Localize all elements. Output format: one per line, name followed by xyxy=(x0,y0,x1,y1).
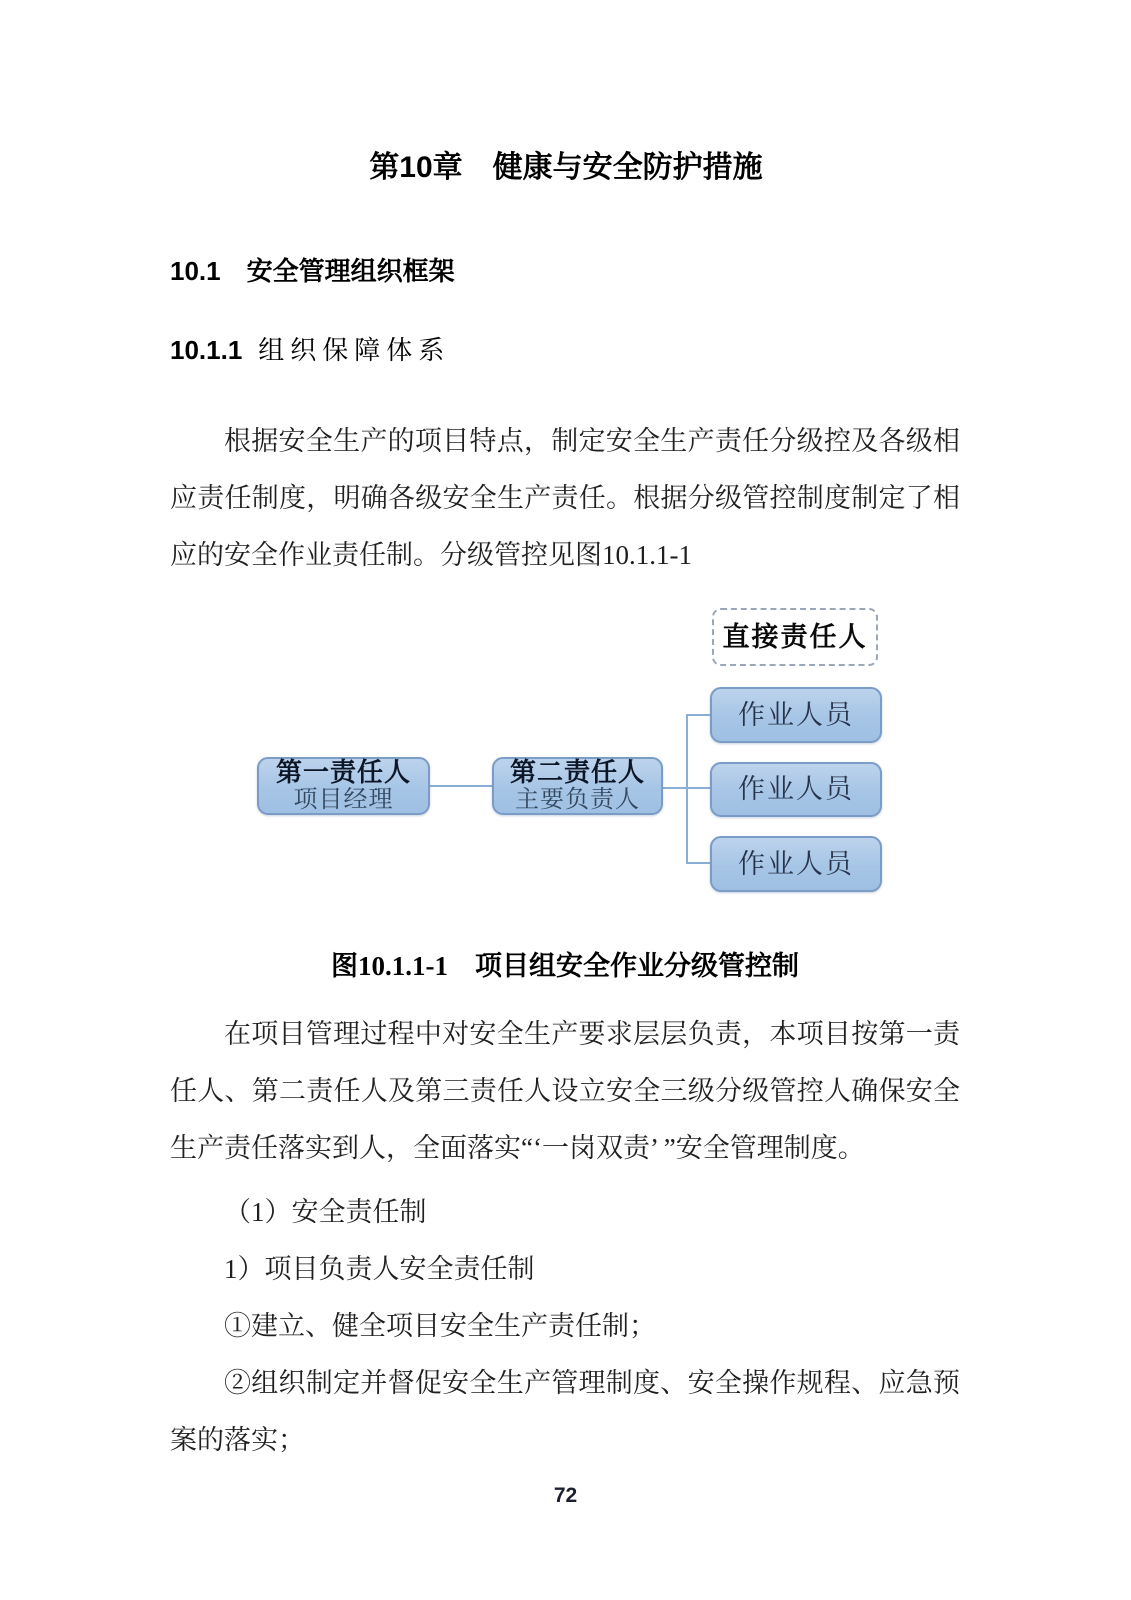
node-worker-1 xyxy=(710,687,882,743)
section-heading: 10.1 安全管理组织框架 xyxy=(170,256,455,286)
list-item-3: ①建立、健全项目安全生产责任制； xyxy=(224,1311,656,1341)
connector-trunk xyxy=(686,714,688,864)
paragraph-intro: 根据安全生产的项目特点，制定安全生产责任分级控及各级相应责任制度，明确各级安全生产责任。根据分级管控制度制定了相应的安全作业责任制。分级管控见图10.1.1-1 xyxy=(170,426,960,570)
node-second-responsible-title: 第二责任人 xyxy=(509,758,645,787)
node-first-responsible-role: 项目经理 xyxy=(293,787,394,813)
subsection-number: 10.1.1 xyxy=(170,335,243,365)
node-second-responsible-role: 主要负责人 xyxy=(515,787,640,813)
list-item-4: ②组织制定并督促安全生产管理制度、安全操作规程、应急预案的落实； xyxy=(170,1368,960,1455)
list-item-1: （1）安全责任制 xyxy=(224,1197,427,1227)
node-direct-responsible xyxy=(712,608,878,666)
node-worker-3-label: 作业人员 xyxy=(738,848,854,879)
org-chart-figure xyxy=(0,595,1131,907)
node-worker-3 xyxy=(710,836,882,892)
node-first-responsible xyxy=(257,757,430,815)
node-second-responsible xyxy=(492,757,663,815)
node-worker-2 xyxy=(710,762,882,817)
figure-caption: 图10.1.1-1 项目组安全作业分级管控制 xyxy=(331,951,799,981)
node-worker-2-label: 作业人员 xyxy=(738,774,854,804)
node-first-responsible-title: 第一责任人 xyxy=(275,758,411,787)
node-worker-1-label: 作业人员 xyxy=(738,699,854,730)
subsection-title: 组织保障体系 xyxy=(258,335,451,365)
page-number: 72 xyxy=(553,1484,578,1507)
subsection-heading xyxy=(170,335,960,365)
paragraph-detail: 在项目管理过程中对安全生产要求层层负责，本项目按第一责任人、第二责任人及第三责任人设立安全三级分级管控人确保安全生产责任落实到人，全面落实“‘一岗双责’ ”安全管理制度。 xyxy=(170,1019,960,1163)
connector-first-second xyxy=(430,785,492,787)
connector-branch-bottom xyxy=(688,862,710,864)
connector-branch-top xyxy=(688,714,710,716)
node-direct-responsible-label: 直接责任人 xyxy=(722,621,868,652)
chapter-title: 第10章 健康与安全防护措施 xyxy=(369,151,763,184)
list-item-2: 1）项目负责人安全责任制 xyxy=(224,1254,535,1284)
